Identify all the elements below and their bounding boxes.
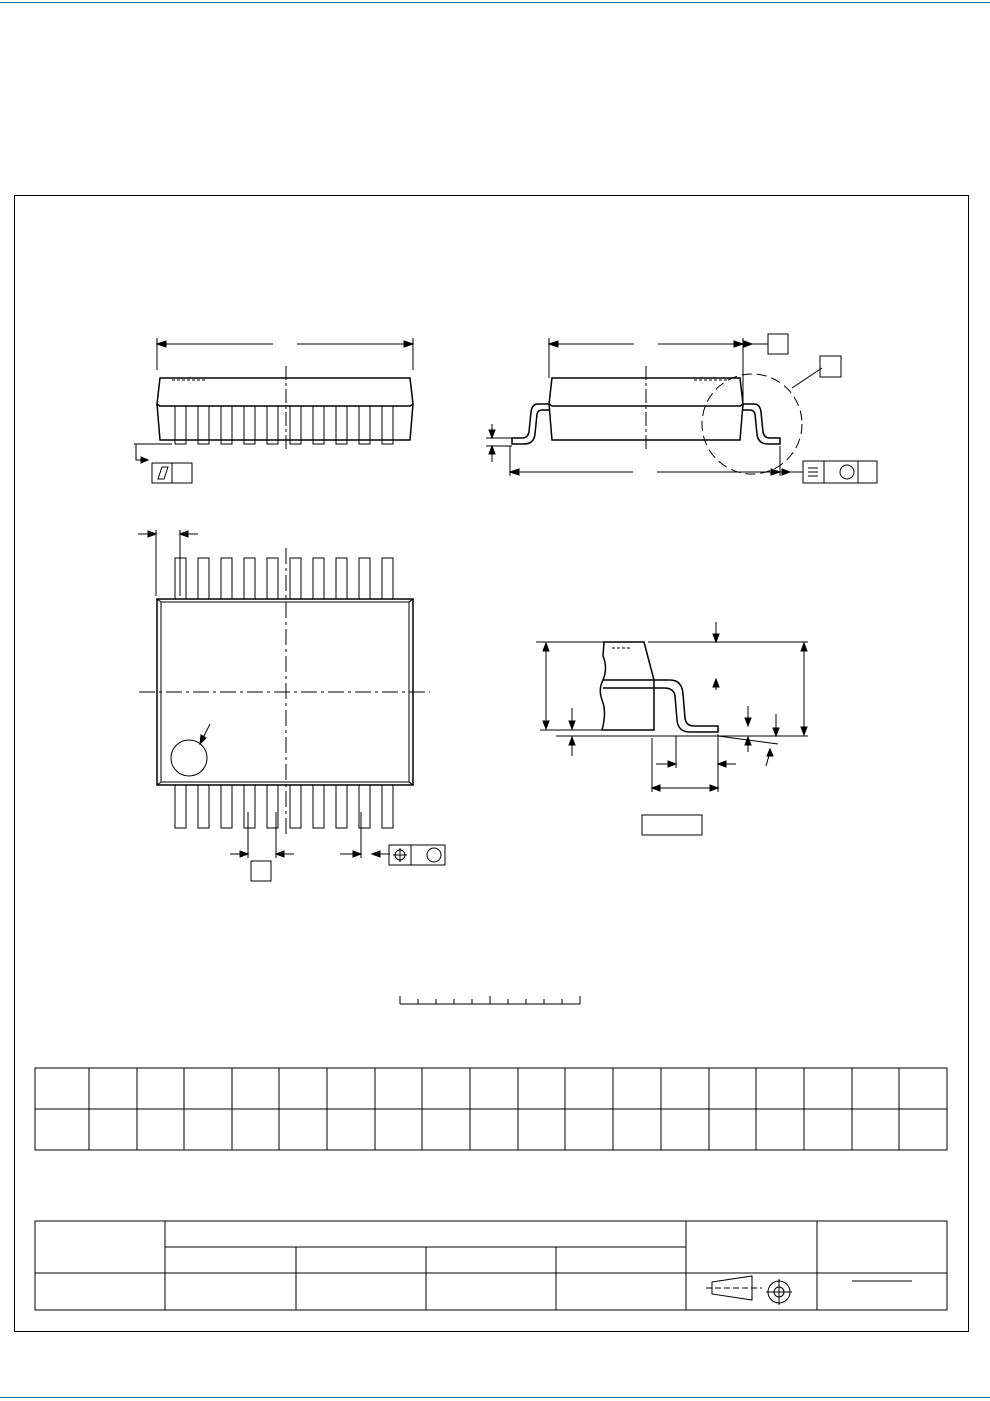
detail-label-box: [642, 815, 702, 835]
front-lead: [175, 406, 186, 444]
datum-box: [768, 334, 788, 354]
bottom-lead: [336, 785, 347, 828]
top-lead: [290, 558, 301, 599]
bottom-lead: [198, 785, 209, 828]
lead-detail-view: [536, 622, 808, 835]
bottom-lead: [175, 785, 186, 828]
top-lead: [359, 558, 370, 599]
top-lead: [244, 558, 255, 599]
third-angle-projection-symbol: [706, 1276, 792, 1305]
front-lead: [244, 406, 255, 444]
top-lead: [336, 558, 347, 599]
pitch-box: [251, 861, 271, 881]
top-lead: [267, 558, 278, 599]
front-lead: [336, 406, 347, 444]
bottom-lead: [290, 785, 301, 828]
dimension-table: [35, 1068, 947, 1150]
front-lead: [198, 406, 209, 444]
front-lead: [359, 406, 370, 444]
top-lead: [221, 558, 232, 599]
parallelism-symbol: [803, 461, 877, 483]
bottom-lead: [382, 785, 393, 828]
front-lead: [313, 406, 324, 444]
detail-callout-box: [820, 356, 841, 377]
outline-version-table: [35, 1221, 947, 1310]
bottom-lead: [313, 785, 324, 828]
bottom-lead: [244, 785, 255, 828]
scale-bar: [400, 996, 580, 1004]
position-symbol: [389, 845, 445, 865]
front-lead: [290, 406, 301, 444]
top-view: [138, 530, 445, 881]
front-lead: [382, 406, 393, 444]
footer-rule: [0, 1397, 990, 1398]
top-lead: [313, 558, 324, 599]
top-lead: [198, 558, 209, 599]
flatness-symbol: [152, 463, 192, 483]
front-view: [134, 338, 413, 483]
front-lead: [267, 406, 278, 444]
top-lead: [382, 558, 393, 599]
front-lead: [221, 406, 232, 444]
bottom-lead: [221, 785, 232, 828]
side-view: [486, 334, 877, 483]
